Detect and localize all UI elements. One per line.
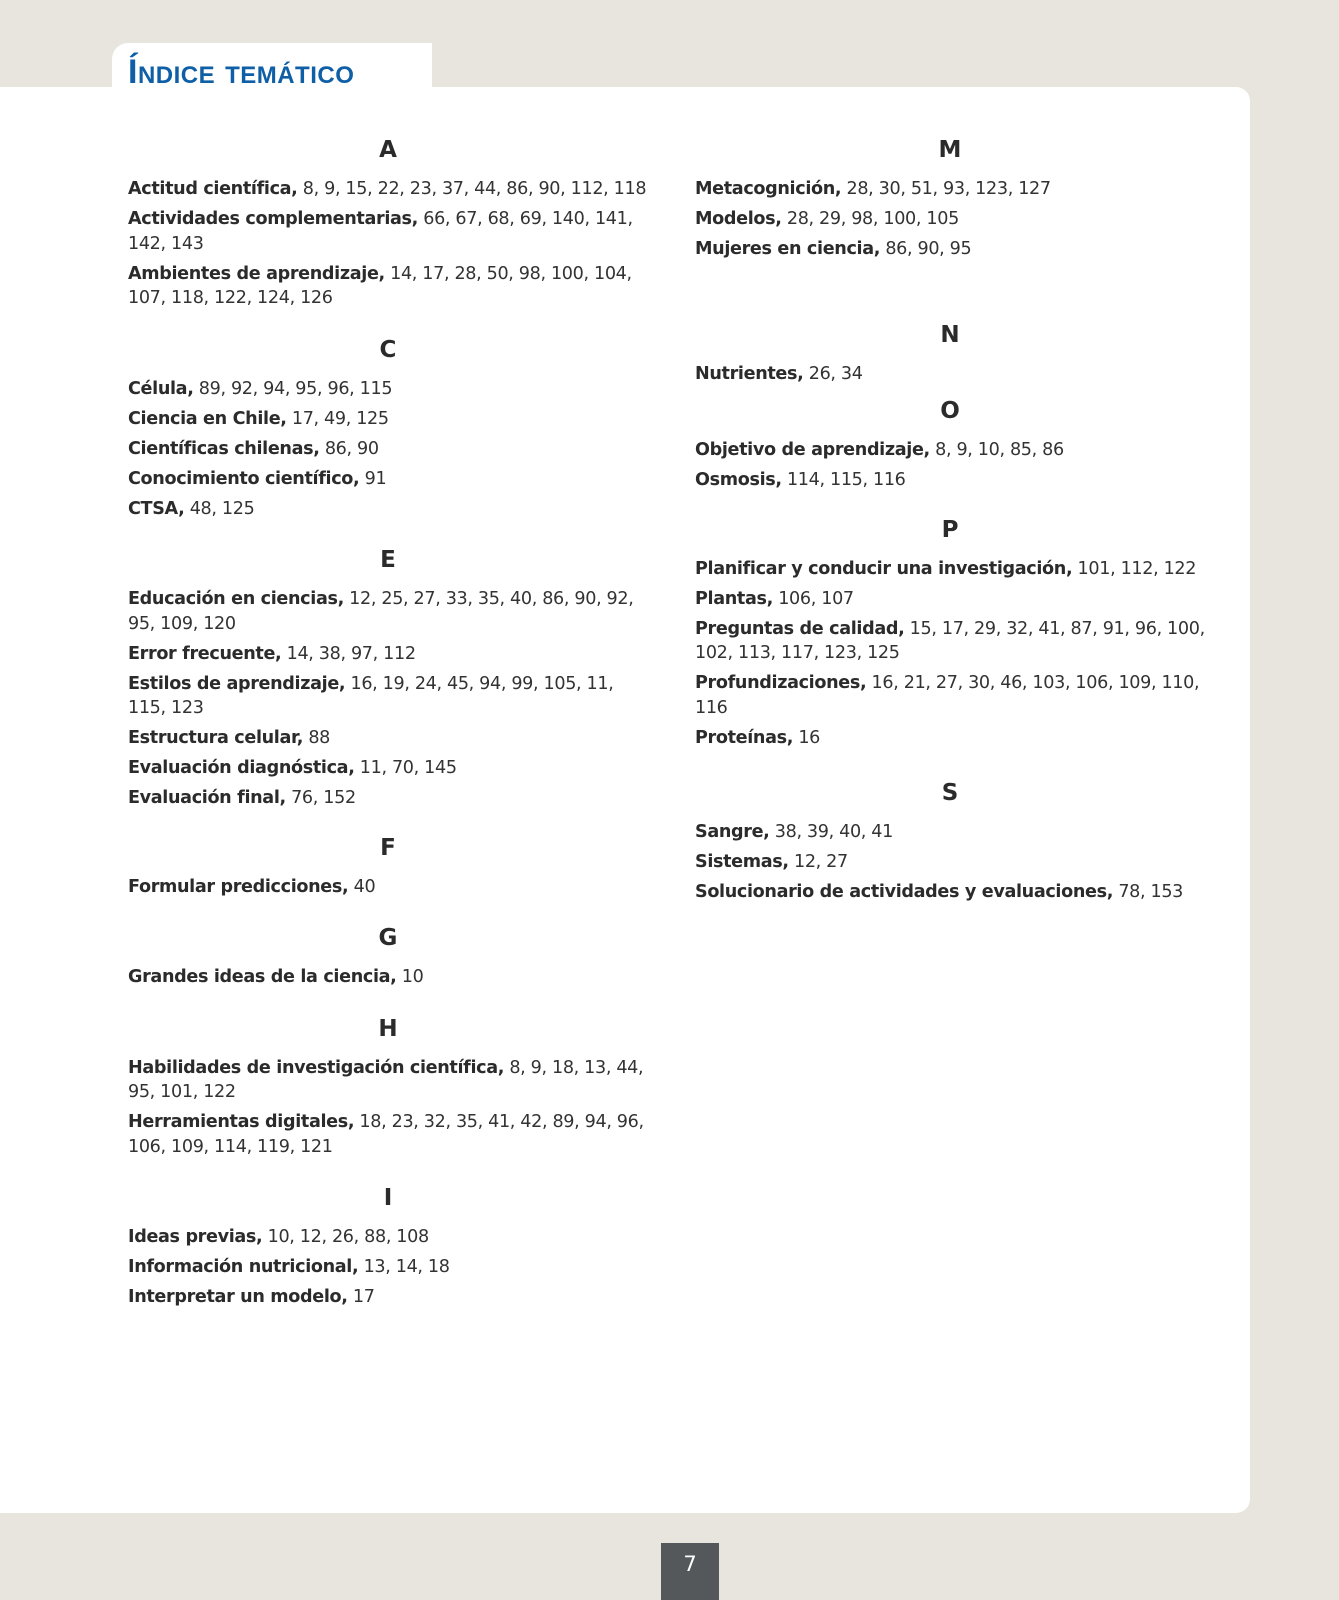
index-term: Herramientas digitales, xyxy=(128,1112,355,1132)
index-page-refs: 86, 90 xyxy=(319,438,379,459)
index-page-refs: 8, 9, 15, 22, 23, 37, 44, 86, 90, 112, 118 xyxy=(297,179,647,199)
index-term: Profundizaciones, xyxy=(695,673,867,693)
index-letter-heading: A xyxy=(379,137,397,163)
index-entry xyxy=(128,1285,648,1310)
index-page-refs: 15, 17, 29, 32, 41, 87, 91, 96, 100, 102, 113, 117, 123, 125 xyxy=(695,618,1205,663)
index-term: CTSA, xyxy=(128,498,185,519)
index-group-h xyxy=(128,1012,648,1160)
index-letter-heading: P xyxy=(941,516,959,543)
index-page-refs: 101, 112, 122 xyxy=(1072,558,1197,579)
index-entry xyxy=(695,820,1205,845)
index-page-refs: 10, 12, 26, 88, 108 xyxy=(262,1227,429,1247)
index-entry xyxy=(695,617,1205,666)
index-page-refs: 91 xyxy=(359,468,387,489)
index-group-i xyxy=(128,1181,648,1310)
index-entry xyxy=(128,1056,648,1105)
index-letter-heading: N xyxy=(940,321,960,348)
index-page-refs: 114, 115, 116 xyxy=(781,470,906,490)
index-entry xyxy=(128,1255,648,1280)
index-term: Habilidades de investigación científica, xyxy=(128,1057,505,1078)
index-entry xyxy=(128,587,648,636)
index-page-refs: 14, 38, 97, 112 xyxy=(281,643,416,664)
index-entry xyxy=(128,1225,648,1250)
index-entry xyxy=(128,672,648,721)
index-term: Ciencia en Chile, xyxy=(128,408,287,429)
index-term: Interpretar un modelo, xyxy=(128,1287,348,1307)
index-term: Proteínas, xyxy=(695,727,794,748)
index-term: Estructura celular, xyxy=(128,728,304,748)
index-entry xyxy=(128,726,648,751)
index-page-refs: 11, 70, 145 xyxy=(354,758,457,778)
index-term: Información nutricional, xyxy=(128,1257,359,1277)
index-page-refs: 13, 14, 18 xyxy=(358,1257,450,1277)
index-group-g xyxy=(128,921,648,990)
index-term: Ambientes de aprendizaje, xyxy=(128,263,385,284)
index-entry xyxy=(695,237,1205,262)
index-letter-heading: C xyxy=(379,336,397,363)
index-term: Evaluación final, xyxy=(128,788,286,808)
index-page-refs: 40 xyxy=(348,876,376,897)
index-term: Evaluación diagnóstica, xyxy=(128,758,355,778)
index-group-f xyxy=(128,831,648,900)
index-page-refs: 38, 39, 40, 41 xyxy=(769,822,893,842)
index-letter-heading: H xyxy=(378,1015,398,1042)
index-entry xyxy=(128,377,648,402)
index-page-refs: 14, 17, 28, 50, 98, 100, 104, 107, 118, 122, 124, 126 xyxy=(128,263,632,308)
index-term: Objetivo de aprendizaje, xyxy=(695,440,930,460)
index-group-a xyxy=(128,133,648,311)
index-column-left xyxy=(128,133,648,1315)
index-letter-heading: G xyxy=(378,925,398,951)
index-entry xyxy=(128,786,648,811)
index-entry xyxy=(695,671,1205,720)
index-letter-heading: E xyxy=(380,547,396,573)
index-entry xyxy=(695,557,1205,582)
index-page-refs: 17, 49, 125 xyxy=(286,408,389,429)
index-page-refs: 88 xyxy=(303,728,331,748)
index-letter-heading: I xyxy=(383,1185,393,1211)
page-number: 7 xyxy=(661,1543,719,1600)
index-term: Preguntas de calidad, xyxy=(695,618,905,639)
index-entry xyxy=(128,875,648,900)
index-page-refs: 86, 90, 95 xyxy=(880,239,972,259)
index-entry xyxy=(695,850,1205,875)
index-page-refs: 106, 107 xyxy=(772,588,854,609)
index-page-refs: 16 xyxy=(793,727,821,748)
index-group-p xyxy=(695,513,1205,751)
index-term: Célula, xyxy=(128,378,194,399)
index-page-refs: 12, 25, 27, 33, 35, 40, 86, 90, 92, 95, 109, 120 xyxy=(128,589,634,634)
index-page-refs: 26, 34 xyxy=(803,363,863,384)
index-page-refs: 18, 23, 32, 35, 41, 42, 89, 94, 96, 106, 109, 114, 119, 121 xyxy=(128,1112,644,1157)
index-entry xyxy=(128,407,648,432)
index-term: Mujeres en ciencia, xyxy=(695,239,881,259)
index-page-refs: 78, 153 xyxy=(1113,882,1184,902)
page-title: Índice temático xyxy=(128,53,355,91)
index-term: Metacognición, xyxy=(695,179,842,199)
index-term: Formular predicciones, xyxy=(128,876,349,897)
index-group-s xyxy=(695,776,1205,905)
index-entry xyxy=(128,756,648,781)
index-term: Osmosis, xyxy=(695,470,782,490)
index-entry xyxy=(695,207,1205,232)
index-group-e xyxy=(128,543,648,811)
index-letter-heading: S xyxy=(941,780,959,806)
index-term: Error frecuente, xyxy=(128,643,282,664)
index-page-refs: 89, 92, 94, 95, 96, 115 xyxy=(193,378,393,399)
index-term: Plantas, xyxy=(695,588,773,609)
index-term: Sangre, xyxy=(695,822,770,842)
index-term: Estilos de aprendizaje, xyxy=(128,673,346,694)
index-page-refs: 28, 29, 98, 100, 105 xyxy=(781,209,959,229)
index-term: Solucionario de actividades y evaluaciones, xyxy=(695,882,1114,902)
index-entry xyxy=(695,587,1205,612)
index-page-refs: 8, 9, 10, 85, 86 xyxy=(929,440,1064,460)
index-term: Educación en ciencias, xyxy=(128,589,344,609)
index-page-refs: 28, 30, 51, 93, 123, 127 xyxy=(841,179,1051,199)
index-group-m xyxy=(695,133,1205,262)
index-letter-heading: F xyxy=(380,834,396,861)
index-entry xyxy=(695,362,1205,387)
index-term: Nutrientes, xyxy=(695,363,804,384)
index-entry xyxy=(695,177,1205,202)
index-page-refs: 16, 21, 27, 30, 46, 103, 106, 109, 110, 116 xyxy=(695,673,1200,718)
index-entry xyxy=(128,437,648,462)
index-group-c xyxy=(128,333,648,522)
index-entry xyxy=(128,207,648,256)
index-entry xyxy=(128,642,648,667)
index-letter-heading: O xyxy=(940,398,960,424)
index-entry xyxy=(695,438,1205,463)
index-term: Modelos, xyxy=(695,209,782,229)
index-page-refs: 8, 9, 18, 13, 44, 95, 101, 122 xyxy=(128,1057,644,1102)
index-page-refs: 48, 125 xyxy=(184,498,255,519)
index-term: Ideas previas, xyxy=(128,1227,263,1247)
index-entry xyxy=(128,965,648,990)
index-page-refs: 76, 152 xyxy=(285,788,356,808)
index-entry xyxy=(128,1110,648,1159)
index-page-refs: 16, 19, 24, 45, 94, 99, 105, 11, 115, 123 xyxy=(128,673,614,718)
index-page-refs: 12, 27 xyxy=(788,852,848,872)
index-page-refs: 17 xyxy=(347,1287,375,1307)
index-page-refs: 10 xyxy=(396,967,424,987)
index-term: Científicas chilenas, xyxy=(128,438,320,459)
index-entry xyxy=(695,468,1205,493)
index-term: Conocimiento científico, xyxy=(128,468,360,489)
index-entry xyxy=(128,177,648,202)
index-entry xyxy=(695,880,1205,905)
index-entry xyxy=(695,726,1205,751)
index-entry xyxy=(128,262,648,311)
index-column-right xyxy=(695,133,1205,910)
index-term: Actitud científica, xyxy=(128,179,298,199)
index-term: Planificar y conducir una investigación, xyxy=(695,558,1073,579)
index-group-n xyxy=(695,318,1205,387)
index-entry xyxy=(128,467,648,492)
index-letter-heading: M xyxy=(938,137,962,163)
index-term: Actividades complementarias, xyxy=(128,209,418,229)
index-page-refs: 66, 67, 68, 69, 140, 141, 142, 143 xyxy=(128,209,633,254)
index-term: Sistemas, xyxy=(695,852,789,872)
index-term: Grandes ideas de la ciencia, xyxy=(128,967,397,987)
index-entry xyxy=(128,497,648,522)
index-group-o xyxy=(695,394,1205,493)
